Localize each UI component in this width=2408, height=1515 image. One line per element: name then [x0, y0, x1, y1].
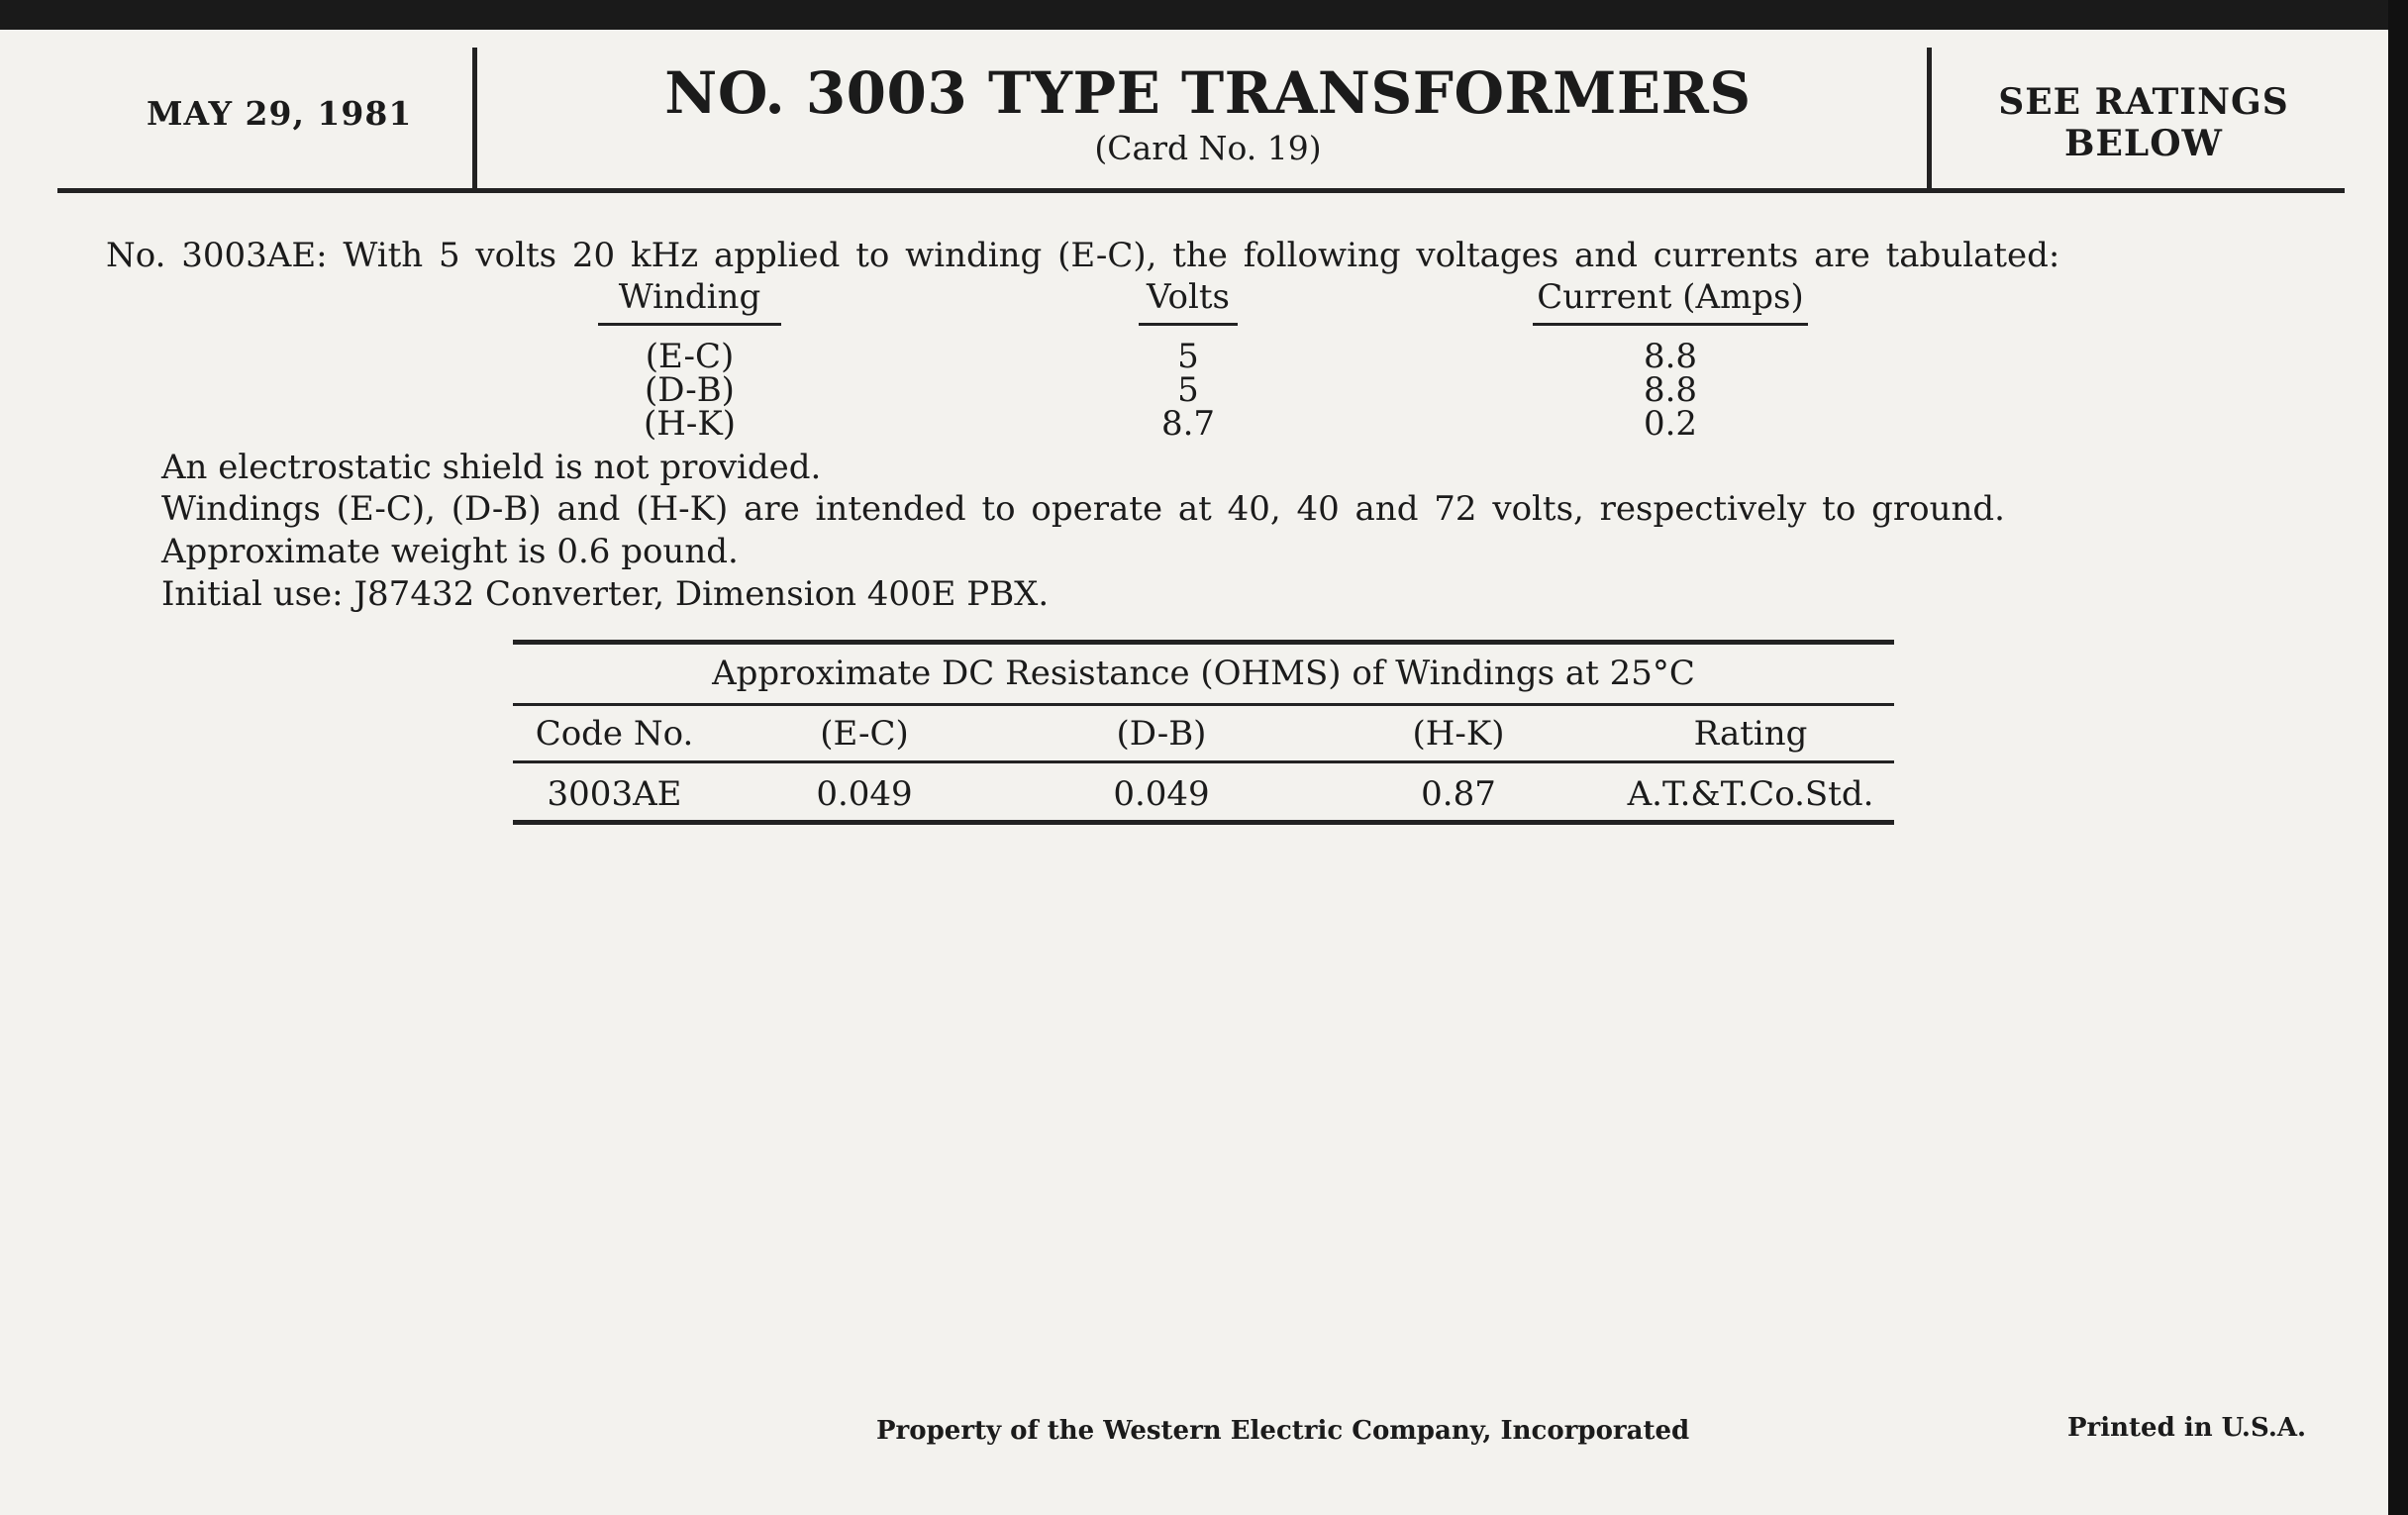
table-title: Approximate DC Resistance (OHMS) of Windings at 25°C [712, 654, 1695, 693]
column-header: Rating [1693, 714, 1808, 754]
volts-cell: 8.7 [1160, 404, 1216, 444]
header-divider-left [472, 48, 477, 188]
column-header: (H-K) [1412, 714, 1505, 754]
current-cell: 0.2 [1643, 404, 1698, 444]
ratings-note-line2: BELOW [2064, 123, 2223, 164]
page-title: NO. 3003 TYPE TRANSFORMERS [664, 59, 1752, 127]
volts-header-underline [1139, 323, 1238, 326]
winding-header [598, 277, 781, 326]
note-initial-use: Initial use: J87432 Converter, Dimension 400E PBX. [161, 574, 1050, 614]
volts-cell: 5 [1177, 370, 1199, 410]
card-number: (Card No. 19) [1094, 129, 1322, 167]
volts-header-label: Volts [1147, 277, 1230, 317]
property-notice: Property of the Western Electric Company, Incorporated [876, 1416, 1690, 1446]
note-windings: Windings (E-C), (D-B) and (H-K) are intended to operate at 40, 40 and 72 volts, respectively to ground. [161, 489, 2005, 529]
winding-cell: (D-B) [645, 370, 735, 410]
printed-notice: Printed in U.S.A. [2067, 1413, 2307, 1443]
ratings-note-line1: SEE RATINGS [1998, 81, 2289, 123]
table-cell: 0.87 [1421, 774, 1496, 814]
table-cell: 3003AE [547, 774, 682, 814]
column-header: (D-B) [1116, 714, 1207, 754]
note-weight: Approximate weight is 0.6 pound. [161, 532, 739, 571]
header-rule [57, 188, 2345, 193]
intro-text: No. 3003AE: With 5 volts 20 kHz applied to winding (E-C), the following voltages and currents are tabulated: [106, 236, 2060, 275]
winding-cell: (H-K) [643, 404, 737, 444]
table-bottom-rule [513, 820, 1894, 825]
table-title-rule [513, 703, 1894, 706]
volts-header [1139, 277, 1238, 326]
winding-cell: (E-C) [645, 337, 735, 376]
current-cell: 8.8 [1643, 337, 1698, 376]
column-header: Code No. [535, 714, 694, 754]
current-header-label: Current (Amps) [1537, 277, 1804, 317]
page-edge [2388, 0, 2408, 1515]
column-header: (E-C) [820, 714, 909, 754]
current-header [1533, 277, 1808, 326]
table-cell: A.T.&T.Co.Std. [1627, 774, 1874, 814]
table-header-rule [513, 760, 1894, 763]
ratings-note [1931, 81, 2357, 164]
table-cell: 0.049 [1113, 774, 1210, 814]
volts-cell: 5 [1177, 337, 1199, 376]
note-shield: An electrostatic shield is not provided. [161, 448, 822, 487]
winding-header-label: Winding [618, 277, 761, 317]
table-top-rule [513, 640, 1894, 645]
current-header-underline [1533, 323, 1808, 326]
current-cell: 8.8 [1643, 370, 1698, 410]
card-date: MAY 29, 1981 [147, 94, 413, 133]
winding-header-underline [598, 323, 781, 326]
table-cell: 0.049 [816, 774, 913, 814]
